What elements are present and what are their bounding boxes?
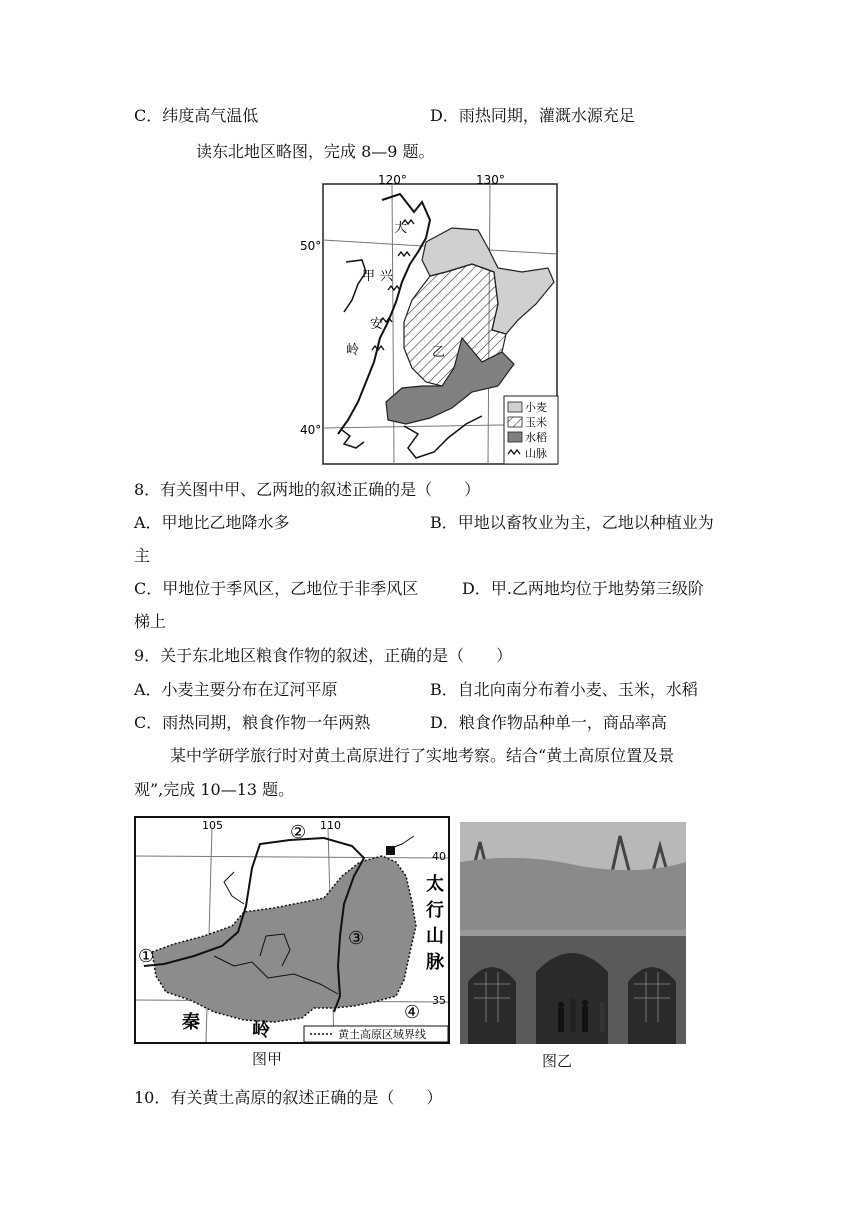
label-jia: 甲 [362, 269, 376, 284]
q9-option-a: A．小麦主要分布在辽河平原 [134, 680, 338, 699]
marker-1: ① [138, 946, 155, 967]
label-an: 安 [370, 317, 384, 332]
q9-option-b: B．自北向南分布着小麦、玉米，水稻 [430, 680, 698, 699]
q9-option-d: D．粮食作物品种单一，商品率高 [430, 713, 667, 732]
lon-label-120: 120° [378, 173, 407, 187]
caption-jia: 图甲 [252, 1050, 283, 1068]
legend-rice: 水稻 [525, 431, 547, 444]
legend-corn: 玉米 [525, 416, 547, 429]
legend-mountain: 山脉 [525, 447, 547, 460]
lon-label-105: 105 [202, 819, 223, 832]
q8-option-d-cont: 梯上 [134, 612, 167, 631]
q8-option-b: B．甲地以畜牧业为主，乙地以种植业为 [430, 513, 714, 532]
q9-stem: 9．关于东北地区粮食作物的叙述，正确的是（ ） [134, 646, 513, 665]
lat-label-50: 50° [300, 239, 322, 253]
label-da: 大 [394, 221, 408, 236]
intro-10-13-line2: 观”,完成 10—13 题。 [134, 780, 295, 799]
q8-option-a: A．甲地比乙地降水多 [134, 513, 290, 532]
label-yi: 乙 [432, 345, 446, 360]
legend-boundary: 黄土高原区域界线 [338, 1028, 426, 1041]
label-ling: 岭 [346, 343, 360, 358]
label-xing: 兴 [380, 269, 394, 284]
lat-label-40: 40° [300, 423, 322, 437]
caption-yi: 图乙 [542, 1052, 573, 1070]
marker-2: ② [290, 822, 307, 843]
q8-option-d: D．甲.乙两地均位于地势第三级阶 [462, 579, 704, 598]
lon-label-110: 110 [320, 819, 341, 832]
intro-10-13-line1: 某中学研学旅行时对黄土高原进行了实地考察。结合“黄土高原位置及景 [170, 746, 675, 765]
cave-dwelling-photo [460, 822, 686, 1044]
northeast-map [300, 172, 560, 468]
lat-label-35: 35 [432, 994, 446, 1007]
lon-label-130: 130° [476, 173, 505, 187]
q9-option-c: C．雨热同期，粮食作物一年两熟 [134, 713, 371, 732]
lat-label-40: 40 [432, 850, 446, 863]
q8-stem: 8．有关图中甲、乙两地的叙述正确的是（ ） [134, 480, 481, 499]
legend-wheat: 小麦 [525, 401, 547, 414]
marker-4: ④ [404, 1002, 421, 1023]
taihang-2: 行 [426, 900, 444, 921]
loess-plateau-map [134, 816, 452, 1046]
taihang-3: 山 [426, 926, 444, 947]
taihang-4: 脉 [426, 952, 444, 973]
qinling-2: 岭 [252, 1020, 270, 1041]
marker-3: ③ [348, 928, 365, 949]
option-d: D．雨热同期，灌溉水源充足 [430, 106, 635, 125]
qinling-1: 秦 [182, 1012, 200, 1033]
q8-option-b-cont: 主 [134, 546, 151, 565]
intro-8-9: 读东北地区略图，完成 8—9 题。 [196, 142, 435, 161]
q10-stem: 10．有关黄土高原的叙述正确的是（ ） [134, 1088, 443, 1107]
option-c: C．纬度高气温低 [134, 106, 259, 125]
taihang-1: 太 [426, 874, 444, 895]
q8-option-c: C．甲地位于季风区，乙地位于非季风区 [134, 579, 419, 598]
